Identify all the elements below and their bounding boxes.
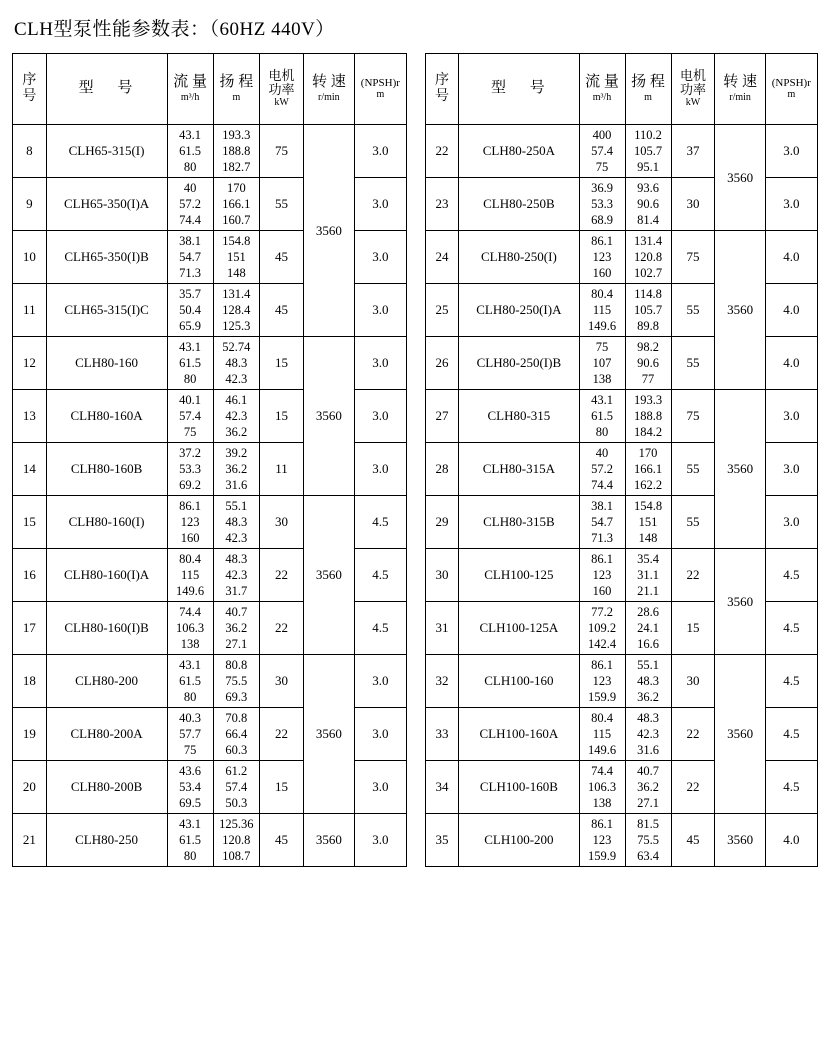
cell-power: 45 [259, 814, 303, 867]
cell-power: 30 [671, 178, 715, 231]
cell-power: 45 [259, 284, 303, 337]
cell-seq: 10 [13, 231, 47, 284]
cell-npsh: 3.0 [354, 443, 407, 496]
cell-npsh: 4.5 [765, 708, 817, 761]
cell-npsh: 3.0 [765, 443, 817, 496]
cell-model: CLH80-160(I)B [46, 602, 167, 655]
cell-head: 80.8 75.5 69.3 [213, 655, 259, 708]
cell-power: 15 [671, 602, 715, 655]
cell-speed: 3560 [304, 496, 354, 655]
table-row [13, 814, 407, 867]
cell-head: 193.3 188.8 184.2 [625, 390, 671, 443]
cell-model: CLH80-250B [459, 178, 579, 231]
cell-seq: 35 [425, 814, 458, 867]
cell-head: 110.2 105.7 95.1 [625, 125, 671, 178]
cell-head: 193.3 188.8 182.7 [213, 125, 259, 178]
cell-npsh: 3.0 [354, 708, 407, 761]
cell-flow: 86.1 123 160 [579, 549, 625, 602]
cell-model: CLH80-250(I)B [459, 337, 579, 390]
cell-head: 170 166.1 160.7 [213, 178, 259, 231]
cell-flow: 43.1 61.5 80 [167, 337, 213, 390]
cell-model: CLH65-315(I) [46, 125, 167, 178]
cell-seq: 33 [425, 708, 458, 761]
cell-model: CLH80-200A [46, 708, 167, 761]
cell-power: 75 [671, 231, 715, 284]
cell-seq: 8 [13, 125, 47, 178]
header-model: 型 号 [46, 54, 167, 125]
header-power: 电机 功率 kW [259, 54, 303, 125]
cell-flow: 43.1 61.5 80 [167, 125, 213, 178]
cell-model: CLH80-160(I)A [46, 549, 167, 602]
cell-seq: 22 [425, 125, 458, 178]
cell-seq: 9 [13, 178, 47, 231]
cell-seq: 13 [13, 390, 47, 443]
cell-speed: 3560 [715, 231, 765, 390]
cell-flow: 35.7 50.4 65.9 [167, 284, 213, 337]
cell-seq: 32 [425, 655, 458, 708]
cell-seq: 16 [13, 549, 47, 602]
cell-power: 37 [671, 125, 715, 178]
cell-npsh: 4.0 [765, 284, 817, 337]
cell-power: 30 [671, 655, 715, 708]
cell-flow: 43.1 61.5 80 [167, 814, 213, 867]
cell-head: 131.4 120.8 102.7 [625, 231, 671, 284]
cell-npsh: 4.5 [765, 761, 817, 814]
cell-model: CLH80-200 [46, 655, 167, 708]
cell-seq: 34 [425, 761, 458, 814]
cell-head: 61.2 57.4 50.3 [213, 761, 259, 814]
cell-flow: 38.1 54.7 71.3 [167, 231, 213, 284]
header-flow: 流 量 m³/h [167, 54, 213, 125]
cell-seq: 30 [425, 549, 458, 602]
cell-seq: 25 [425, 284, 458, 337]
cell-npsh: 4.0 [765, 231, 817, 284]
cell-flow: 40 57.2 74.4 [579, 443, 625, 496]
cell-seq: 11 [13, 284, 47, 337]
cell-power: 22 [671, 761, 715, 814]
cell-head: 40.7 36.2 27.1 [625, 761, 671, 814]
cell-npsh: 3.0 [765, 496, 817, 549]
cell-flow: 43.1 61.5 80 [167, 655, 213, 708]
cell-model: CLH80-200B [46, 761, 167, 814]
performance-table-left [12, 53, 407, 867]
cell-flow: 36.9 53.3 68.9 [579, 178, 625, 231]
cell-power: 75 [671, 390, 715, 443]
cell-flow: 86.1 123 160 [167, 496, 213, 549]
cell-head: 70.8 66.4 60.3 [213, 708, 259, 761]
cell-power: 15 [259, 390, 303, 443]
cell-head: 48.3 42.3 31.6 [625, 708, 671, 761]
cell-model: CLH80-250A [459, 125, 579, 178]
cell-speed: 3560 [304, 814, 354, 867]
cell-model: CLH100-160 [459, 655, 579, 708]
cell-power: 15 [259, 761, 303, 814]
cell-model: CLH65-350(I)B [46, 231, 167, 284]
cell-flow: 80.4 115 149.6 [167, 549, 213, 602]
cell-npsh: 4.0 [765, 337, 817, 390]
cell-seq: 24 [425, 231, 458, 284]
cell-head: 81.5 75.5 63.4 [625, 814, 671, 867]
table-header-row [13, 54, 407, 125]
cell-power: 55 [671, 284, 715, 337]
cell-head: 154.8 151 148 [213, 231, 259, 284]
cell-head: 48.3 42.3 31.7 [213, 549, 259, 602]
cell-power: 22 [259, 549, 303, 602]
cell-power: 45 [671, 814, 715, 867]
cell-speed: 3560 [715, 125, 765, 231]
cell-npsh: 3.0 [765, 390, 817, 443]
cell-model: CLH80-160(I) [46, 496, 167, 549]
header-npsh: (NPSH)r m [354, 54, 407, 125]
cell-head: 170 166.1 162.2 [625, 443, 671, 496]
table-row [425, 655, 817, 708]
header-seq: 序 号 [13, 54, 47, 125]
cell-model: CLH80-160 [46, 337, 167, 390]
cell-model: CLH80-315B [459, 496, 579, 549]
cell-npsh: 4.5 [765, 549, 817, 602]
cell-npsh: 3.0 [354, 178, 407, 231]
cell-seq: 23 [425, 178, 458, 231]
cell-model: CLH100-160B [459, 761, 579, 814]
cell-seq: 17 [13, 602, 47, 655]
cell-npsh: 3.0 [354, 655, 407, 708]
cell-flow: 74.4 106.3 138 [579, 761, 625, 814]
cell-speed: 3560 [304, 655, 354, 814]
table-row [425, 125, 817, 178]
cell-model: CLH80-315 [459, 390, 579, 443]
cell-power: 30 [259, 655, 303, 708]
cell-flow: 43.1 61.5 80 [579, 390, 625, 443]
cell-npsh: 4.5 [354, 549, 407, 602]
cell-head: 125.36 120.8 108.7 [213, 814, 259, 867]
cell-seq: 27 [425, 390, 458, 443]
cell-seq: 26 [425, 337, 458, 390]
header-flow: 流 量 m³/h [579, 54, 625, 125]
header-head: 扬 程 m [625, 54, 671, 125]
cell-seq: 28 [425, 443, 458, 496]
cell-model: CLH80-250 [46, 814, 167, 867]
cell-npsh: 4.5 [765, 655, 817, 708]
cell-flow: 40 57.2 74.4 [167, 178, 213, 231]
table-row [425, 231, 817, 284]
performance-table-right [425, 53, 818, 867]
cell-seq: 31 [425, 602, 458, 655]
cell-head: 46.1 42.3 36.2 [213, 390, 259, 443]
cell-flow: 80.4 115 149.6 [579, 708, 625, 761]
cell-flow: 86.1 123 159.9 [579, 814, 625, 867]
cell-model: CLH65-350(I)A [46, 178, 167, 231]
cell-power: 22 [671, 708, 715, 761]
cell-npsh: 3.0 [354, 761, 407, 814]
header-npsh: (NPSH)r m [765, 54, 817, 125]
cell-model: CLH100-125A [459, 602, 579, 655]
cell-model: CLH65-315(I)C [46, 284, 167, 337]
cell-model: CLH80-250(I) [459, 231, 579, 284]
cell-flow: 80.4 115 149.6 [579, 284, 625, 337]
header-power: 电机 功率 kW [671, 54, 715, 125]
cell-speed: 3560 [715, 390, 765, 549]
cell-seq: 20 [13, 761, 47, 814]
cell-npsh: 3.0 [354, 231, 407, 284]
cell-npsh: 3.0 [354, 390, 407, 443]
table-row [13, 125, 407, 178]
cell-power: 55 [259, 178, 303, 231]
cell-speed: 3560 [304, 337, 354, 496]
cell-speed: 3560 [715, 814, 765, 867]
cell-npsh: 4.0 [765, 814, 817, 867]
cell-flow: 86.1 123 160 [579, 231, 625, 284]
cell-npsh: 3.0 [354, 814, 407, 867]
cell-power: 55 [671, 443, 715, 496]
cell-npsh: 4.5 [765, 602, 817, 655]
page-title: CLH型泵性能参数表：（60HZ 440V） [14, 19, 335, 40]
cell-power: 30 [259, 496, 303, 549]
cell-speed: 3560 [715, 549, 765, 655]
header-speed: 转 速 r/min [304, 54, 354, 125]
cell-head: 28.6 24.1 16.6 [625, 602, 671, 655]
cell-power: 22 [259, 708, 303, 761]
cell-power: 55 [671, 496, 715, 549]
cell-head: 40.7 36.2 27.1 [213, 602, 259, 655]
table-row [13, 655, 407, 708]
cell-head: 39.2 36.2 31.6 [213, 443, 259, 496]
cell-seq: 19 [13, 708, 47, 761]
table-header-row [425, 54, 817, 125]
cell-seq: 12 [13, 337, 47, 390]
cell-head: 131.4 128.4 125.3 [213, 284, 259, 337]
cell-model: CLH100-160A [459, 708, 579, 761]
cell-head: 98.2 90.6 77 [625, 337, 671, 390]
cell-flow: 77.2 109.2 142.4 [579, 602, 625, 655]
header-head: 扬 程 m [213, 54, 259, 125]
table-row [13, 496, 407, 549]
cell-npsh: 3.0 [354, 284, 407, 337]
cell-speed: 3560 [715, 655, 765, 814]
cell-npsh: 4.5 [354, 496, 407, 549]
tables-container [12, 53, 818, 867]
cell-power: 22 [671, 549, 715, 602]
cell-flow: 86.1 123 159.9 [579, 655, 625, 708]
cell-flow: 74.4 106.3 138 [167, 602, 213, 655]
cell-power: 55 [671, 337, 715, 390]
cell-flow: 40.3 57.7 75 [167, 708, 213, 761]
table-row [425, 390, 817, 443]
table-row [425, 814, 817, 867]
cell-model: CLH80-315A [459, 443, 579, 496]
header-speed: 转 速 r/min [715, 54, 765, 125]
cell-npsh: 3.0 [354, 125, 407, 178]
cell-head: 93.6 90.6 81.4 [625, 178, 671, 231]
cell-flow: 37.2 53.3 69.2 [167, 443, 213, 496]
cell-seq: 29 [425, 496, 458, 549]
header-model: 型 号 [459, 54, 579, 125]
cell-npsh: 3.0 [765, 125, 817, 178]
cell-power: 75 [259, 125, 303, 178]
cell-model: CLH80-160B [46, 443, 167, 496]
cell-flow: 400 57.4 75 [579, 125, 625, 178]
cell-seq: 14 [13, 443, 47, 496]
cell-flow: 40.1 57.4 75 [167, 390, 213, 443]
cell-npsh: 3.0 [765, 178, 817, 231]
cell-model: CLH100-125 [459, 549, 579, 602]
cell-head: 52.74 48.3 42.3 [213, 337, 259, 390]
cell-seq: 21 [13, 814, 47, 867]
cell-head: 154.8 151 148 [625, 496, 671, 549]
cell-speed: 3560 [304, 125, 354, 337]
cell-seq: 15 [13, 496, 47, 549]
cell-power: 11 [259, 443, 303, 496]
cell-head: 114.8 105.7 89.8 [625, 284, 671, 337]
cell-power: 45 [259, 231, 303, 284]
cell-seq: 18 [13, 655, 47, 708]
cell-power: 15 [259, 337, 303, 390]
cell-flow: 43.6 53.4 69.5 [167, 761, 213, 814]
cell-npsh: 3.0 [354, 337, 407, 390]
cell-flow: 38.1 54.7 71.3 [579, 496, 625, 549]
cell-head: 55.1 48.3 42.3 [213, 496, 259, 549]
cell-head: 55.1 48.3 36.2 [625, 655, 671, 708]
table-row [13, 337, 407, 390]
cell-model: CLH80-160A [46, 390, 167, 443]
cell-npsh: 4.5 [354, 602, 407, 655]
header-seq: 序 号 [425, 54, 458, 125]
cell-flow: 75 107 138 [579, 337, 625, 390]
cell-model: CLH80-250(I)A [459, 284, 579, 337]
cell-power: 22 [259, 602, 303, 655]
cell-model: CLH100-200 [459, 814, 579, 867]
cell-head: 35.4 31.1 21.1 [625, 549, 671, 602]
table-row [425, 549, 817, 602]
